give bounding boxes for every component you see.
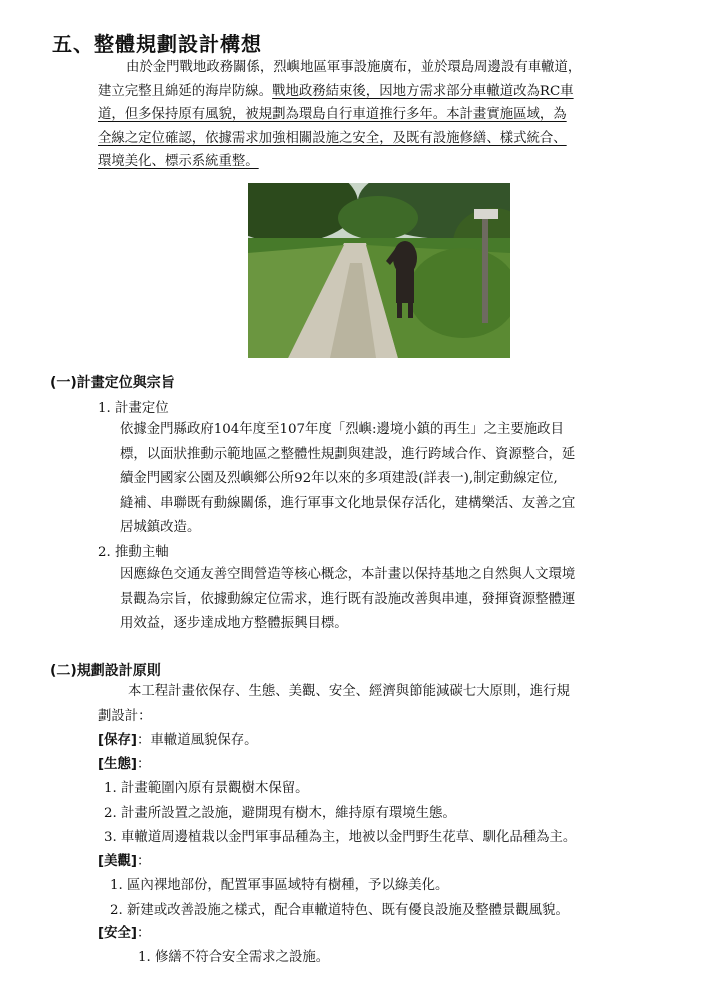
list: [110, 874, 569, 923]
list-item: 2. 新建或改善設施之樣式，配合車轍道特色、既有優良設施及整體景觀風貌。: [110, 902, 569, 918]
principle-preserve: [保存]：車轍道風貌保存。: [98, 733, 258, 748]
intro-line: 由於金門戰地政務關係，烈嶼地區軍事設施廣布，並於環島周邊設有車轍道，: [126, 60, 582, 75]
list-item: 1. 計畫範圍內原有景觀樹木保留。: [104, 781, 309, 796]
underlined-text: 戰地政務結束後，因地方需求部分車轍道改為RC車: [272, 83, 574, 99]
principle-tag: [美觀]: [98, 854, 138, 869]
paragraph: 因應綠色交通友善空間營造等核心概念，本計畫以保持基地之自然與人文環境 景觀為宗旨，依據動線定位需求，進行既有設施改善與串連，發揮資源整體運 用效益，逐步達成地方整體振興目標。: [120, 567, 576, 631]
subsection-title: (一)計畫定位與宗旨: [50, 375, 175, 391]
dirt-road-with-horse-photo: [248, 183, 510, 358]
subsection-title: (二)規劃設計原則: [50, 663, 161, 679]
list-item: 2. 推動主軸: [98, 545, 169, 560]
intro-paragraph: [98, 56, 664, 174]
principle-beauty: [美觀]：: [98, 854, 151, 869]
intro-line: 道，但多保持原有風貌，被規劃為環島自行車道推行多年。本計畫實施區域，為: [98, 107, 567, 122]
list: [104, 777, 576, 851]
intro-line: 環境美化、標示系統重整。: [98, 154, 259, 169]
paragraph: 本工程計畫依保存、生態、美觀、安全、經濟與節能減碳七大原則，進行規 劃設計：: [98, 684, 570, 724]
list-item: 1. 區內裸地部份，配置軍事區域特有樹種，予以綠美化。: [110, 878, 449, 893]
list: [138, 946, 329, 971]
intro-line: 建立完整且綿延的海岸防線。戰地政務結束後，因地方需求部分車轍道改為RC車: [98, 83, 574, 99]
list-item: 1. 修繕不符合安全需求之設施。: [138, 950, 330, 965]
section-title: 五、整體規劃設計構想: [52, 32, 262, 56]
intro-line: 全線之定位確認，依據需求加強相關設施之安全，及既有設施修繕、樣式統合、: [98, 130, 567, 146]
principle-safety: [安全]：: [98, 926, 151, 941]
paragraph: 依據金門縣政府104年度至107年度「烈嶼:邊境小鎮的再生」之主要施政目 標，以面狀推動示範地區之整體性規劃與建設，進行跨域合作、資源整合，延 續金門國家公園及烈嶼鄉公所92年以來的多項建設(詳表一),制定動線定位, 縫補、串聯既有動線關係，進行軍事文化地景保存活化，建構樂活、友善之宜 居城鎮改造。: [120, 422, 576, 535]
principle-tag: [保存]: [98, 733, 138, 748]
principle-tag: [安全]: [98, 926, 138, 941]
principle-eco: [生態]：: [98, 757, 151, 772]
list-item: 1. 計畫定位: [98, 401, 169, 416]
principle-tag: [生態]: [98, 757, 138, 772]
list-item: 2. 計畫所設置之設施，避開現有樹木，維持原有環境生態。: [104, 805, 456, 821]
list-item: 3. 車轍道周邊植栽以金門軍事品種為主，地被以金門野生花草、馴化品種為主。: [104, 830, 577, 845]
